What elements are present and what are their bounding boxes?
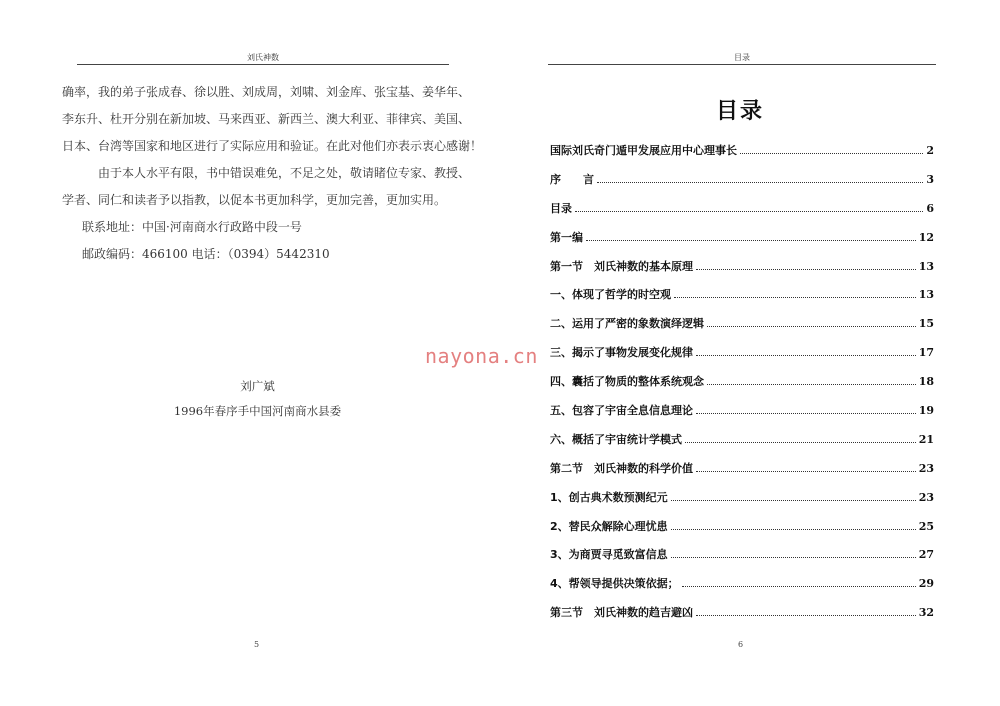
page-number: 5	[254, 640, 260, 649]
toc-page-number: 3	[926, 172, 934, 186]
toc-entry[interactable]	[550, 373, 934, 402]
dot-leader	[586, 240, 916, 241]
toc-page-number: 15	[918, 317, 934, 331]
toc-entry[interactable]	[550, 200, 934, 229]
toc-page-number: 12	[918, 230, 934, 244]
toc-page-number: 25	[918, 519, 934, 533]
toc-page-number: 21	[918, 432, 934, 446]
toc-entry[interactable]	[550, 344, 934, 373]
dot-leader	[682, 586, 916, 587]
toc-entry[interactable]	[550, 315, 934, 344]
dot-leader	[597, 182, 923, 183]
running-header: 目录	[734, 53, 750, 62]
toc-page-number: 19	[918, 404, 934, 418]
toc-entry[interactable]	[550, 518, 934, 547]
toc-label: 三、揭示了事物发展变化规律	[550, 346, 693, 360]
toc-label: 第一节 刘氏神数的基本原理	[550, 259, 693, 273]
toc-page-number: 6	[926, 201, 934, 215]
toc-label: 四、囊括了物质的整体系统观念	[550, 375, 704, 389]
toc-entry[interactable]	[550, 402, 934, 431]
page-number: 6	[738, 640, 744, 649]
body-line: 日本、台湾等国家和地区进行了实际应用和验证。在此对他们亦表示衷心感谢！	[62, 139, 483, 153]
dot-leader	[707, 384, 916, 385]
dot-leader	[696, 413, 916, 414]
toc-label: 一、体现了哲学的时空观	[550, 288, 671, 302]
contact-postcode-phone: 邮政编码：466100 电话：（0394）5442310	[82, 247, 330, 261]
body-line: 确率，我的弟子张成春、徐以胜、刘成周，刘啸、刘金库、张宝基、姜华年、	[62, 85, 471, 99]
dot-leader	[707, 326, 916, 327]
toc-entry[interactable]	[550, 142, 934, 171]
toc-page-number: 27	[918, 548, 934, 562]
toc-label: 五、包容了宇宙全息信息理论	[550, 404, 693, 418]
toc-entry[interactable]	[550, 286, 934, 315]
body-line: 由于本人水平有限，书中错误难免，不足之处，敬请睹位专家、教授、	[98, 166, 471, 180]
toc-page-number: 29	[918, 577, 934, 591]
toc-entry[interactable]	[550, 460, 934, 489]
toc-label: 3、为商贾寻觅致富信息	[550, 548, 668, 562]
toc-title: 目录	[715, 99, 764, 124]
toc-page-number: 13	[918, 288, 934, 302]
toc-entry[interactable]	[550, 229, 934, 258]
toc-entry[interactable]	[550, 431, 934, 460]
body-line: 学者、同仁和读者予以指教，以促本书更加科学，更加完善，更加实用。	[62, 193, 447, 207]
toc-page-number: 2	[926, 144, 934, 157]
dot-leader	[671, 500, 916, 501]
header-rule	[77, 64, 449, 65]
toc-entry[interactable]	[550, 171, 934, 200]
toc-label: 国际刘氏奇门遁甲发展应用中心理事长	[550, 144, 737, 157]
toc-entry[interactable]	[550, 546, 934, 575]
toc-entry[interactable]	[550, 575, 934, 604]
header-rule	[548, 64, 936, 65]
toc-page-number: 23	[918, 461, 934, 475]
preface-body	[62, 79, 483, 268]
running-header: 刘氏神数	[247, 53, 279, 62]
signature-date: 1996年春序手中国河南商水县委	[173, 404, 342, 418]
toc-label: 2、替民众解除心理忧患	[550, 519, 668, 533]
dot-leader	[685, 442, 916, 443]
table-of-contents	[550, 142, 934, 633]
toc-entry[interactable]	[550, 489, 934, 518]
dot-leader	[696, 615, 916, 616]
dot-leader	[696, 471, 916, 472]
toc-label: 目录	[550, 201, 572, 215]
toc-entry[interactable]	[550, 258, 934, 287]
toc-page-number: 18	[918, 375, 934, 389]
watermark-text: nayona.cn	[425, 344, 538, 368]
right-page	[500, 0, 1000, 706]
dot-leader	[696, 355, 916, 356]
toc-page-number: 23	[918, 490, 934, 504]
dot-leader	[740, 153, 923, 154]
toc-label: 第一编	[550, 230, 583, 244]
toc-label: 六、概括了宇宙统计学模式	[550, 432, 682, 446]
toc-label: 第三节 刘氏神数的趋吉避凶	[550, 606, 693, 620]
dot-leader	[696, 269, 916, 270]
dot-leader	[671, 529, 916, 530]
toc-page-number: 32	[918, 606, 934, 620]
signature-name: 刘广斌	[240, 379, 275, 393]
dot-leader	[575, 211, 923, 212]
toc-label: 1、创古典术数预测纪元	[550, 490, 668, 504]
toc-entry[interactable]	[550, 604, 934, 633]
body-line: 李东升、杜开分别在新加坡、马来西亚、新西兰、澳大利亚、菲律宾、美国、	[62, 112, 471, 126]
dot-leader	[674, 297, 916, 298]
toc-label: 二、运用了严密的象数演绎逻辑	[550, 317, 704, 331]
toc-label: 4、帮领导提供决策依据；	[550, 577, 679, 591]
toc-label: 序 言	[550, 172, 594, 186]
toc-page-number: 17	[918, 346, 934, 360]
toc-label: 第二节 刘氏神数的科学价值	[550, 461, 693, 475]
contact-address: 联系地址：中国·河南商水行政路中段一号	[82, 220, 302, 234]
dot-leader	[671, 557, 916, 558]
toc-page-number: 13	[918, 259, 934, 273]
